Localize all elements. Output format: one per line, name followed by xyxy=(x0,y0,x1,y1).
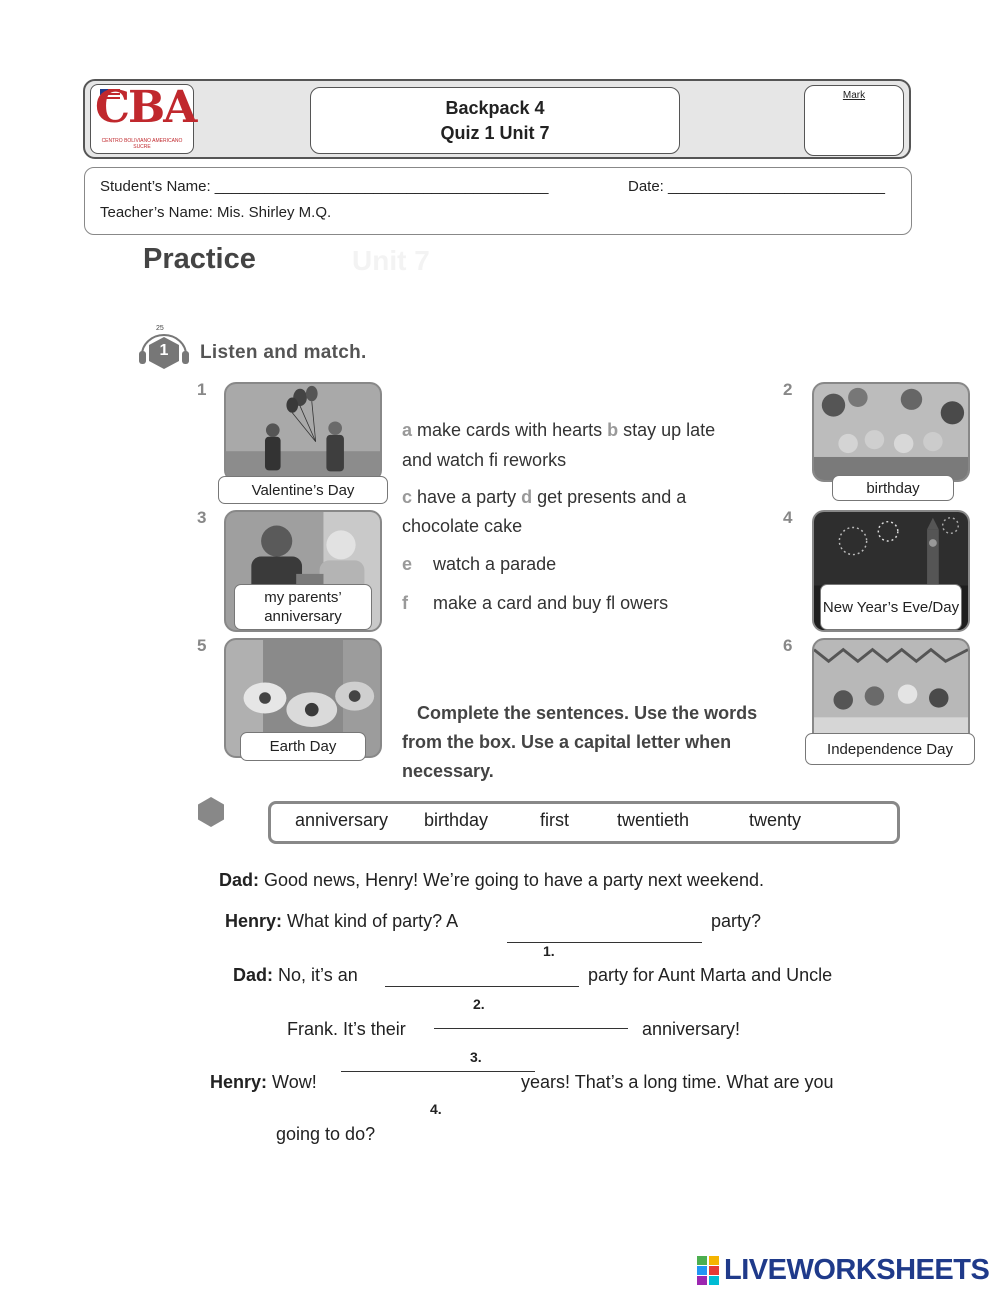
dialogue-text: party? xyxy=(711,911,762,931)
instruction-line: Complete the sentences. Use the words xyxy=(417,703,758,723)
option-text: get presents and a xyxy=(537,487,687,507)
quiz-title: Backpack 4 xyxy=(445,98,545,118)
anniversary-label: my parents’ anniversary xyxy=(234,584,372,630)
dialogue-text: Wow! xyxy=(272,1072,317,1092)
dialogue-line xyxy=(210,1072,317,1093)
option-text: have a party xyxy=(417,487,517,507)
student-name-field[interactable]: Student’s Name: ________________________________________ xyxy=(100,178,549,195)
option-letter: d xyxy=(521,487,533,507)
dialogue-text: No, it’s an xyxy=(278,965,358,985)
logo-letters: CBA xyxy=(95,82,196,133)
option-row xyxy=(402,482,686,512)
option-text: make cards with hearts xyxy=(417,420,603,440)
dialogue-text: going to do? xyxy=(276,1124,376,1144)
word-box-word: twenty xyxy=(749,810,802,830)
instruction-line: from the box. Use a capital letter when xyxy=(402,732,732,752)
dialogue-line xyxy=(225,911,458,932)
dialogue-text: years! That’s a long time. What are you xyxy=(521,1072,834,1092)
exercise2-badge-icon xyxy=(195,796,227,828)
dialogue-line xyxy=(219,870,764,891)
item-number: 2 xyxy=(783,380,793,399)
earth-day-label: Earth Day xyxy=(240,732,366,761)
dialogue-text: anniversary! xyxy=(642,1019,741,1039)
independence-day-label: Independence Day xyxy=(805,733,975,765)
exercise1-number: 1 xyxy=(159,342,169,359)
blank-number: 2. xyxy=(473,996,485,1012)
blank-number: 4. xyxy=(430,1101,442,1117)
item-number: 3 xyxy=(197,508,207,527)
audio-track-number: 25 xyxy=(156,325,164,332)
dialogue-text: What kind of party? A xyxy=(287,911,459,931)
valentines-day-label: Valentine’s Day xyxy=(218,476,388,504)
word-box-word: first xyxy=(540,810,569,830)
option-text: make a card and buy fl owers xyxy=(433,593,669,613)
valentines-day-photo xyxy=(224,382,382,482)
dialogue-line xyxy=(233,965,358,986)
item-number: 4 xyxy=(783,508,793,527)
item-number: 6 xyxy=(783,636,793,655)
answer-blank-3[interactable] xyxy=(434,1028,628,1029)
blank-number: 1. xyxy=(543,943,555,959)
quiz-subtitle: Quiz 1 Unit 7 xyxy=(440,123,550,143)
birthday-photo xyxy=(812,382,970,482)
speaker: Dad: xyxy=(233,965,273,985)
speaker: Henry: xyxy=(225,911,283,931)
option-letter: b xyxy=(607,420,619,440)
option-row xyxy=(402,549,556,579)
exercise1-instruction: Listen and match. xyxy=(200,342,367,363)
dialogue-text: party for Aunt Marta and Uncle xyxy=(588,965,833,985)
exercise2-instruction xyxy=(402,699,782,786)
option-row xyxy=(402,511,522,541)
liveworksheets-brand[interactable]: LIVEWORKSHEETS xyxy=(724,1254,990,1286)
answer-blank-1[interactable] xyxy=(507,942,702,943)
dialogue-text: Good news, Henry! We’re going to have a party next weekend. xyxy=(264,870,764,890)
option-letter: f xyxy=(402,593,408,613)
instruction-line: necessary. xyxy=(402,761,494,781)
option-row xyxy=(402,445,566,475)
item-number: 1 xyxy=(197,380,207,399)
new-years-label: New Year’s Eve/Day xyxy=(820,584,962,630)
speaker: Dad: xyxy=(219,870,259,890)
dialogue-text: Frank. It’s their xyxy=(287,1019,406,1039)
logo-caption: CENTRO BOLIVIANO AMERICANO SUCRE xyxy=(101,138,183,150)
answer-blank-4[interactable] xyxy=(341,1071,535,1072)
answer-blank-2[interactable] xyxy=(385,986,579,987)
faded-unit-label: Unit 7 xyxy=(352,245,430,276)
teacher-name: Teacher’s Name: Mis. Shirley M.Q. xyxy=(100,204,332,221)
option-row xyxy=(402,415,715,445)
word-box-word: twentieth xyxy=(617,810,690,830)
liveworksheets-logo-icon xyxy=(697,1256,721,1286)
item-number: 5 xyxy=(197,636,207,655)
option-text: watch a parade xyxy=(433,554,557,574)
speaker: Henry: xyxy=(210,1072,268,1092)
option-text: and watch fi reworks xyxy=(402,450,567,470)
option-letter: c xyxy=(402,487,413,507)
section-title: Practice xyxy=(143,243,256,275)
blank-number: 3. xyxy=(470,1049,482,1065)
date-field[interactable]: Date: __________________________ xyxy=(628,178,885,195)
option-row xyxy=(402,588,668,618)
birthday-label: birthday xyxy=(832,475,954,501)
option-text: stay up late xyxy=(623,420,716,440)
option-letter: a xyxy=(402,420,413,440)
word-box-word: birthday xyxy=(424,810,489,830)
word-box-word: anniversary xyxy=(295,810,389,830)
mark-label: Mark xyxy=(842,90,866,101)
option-text: chocolate cake xyxy=(402,516,523,536)
option-letter: e xyxy=(402,554,413,574)
